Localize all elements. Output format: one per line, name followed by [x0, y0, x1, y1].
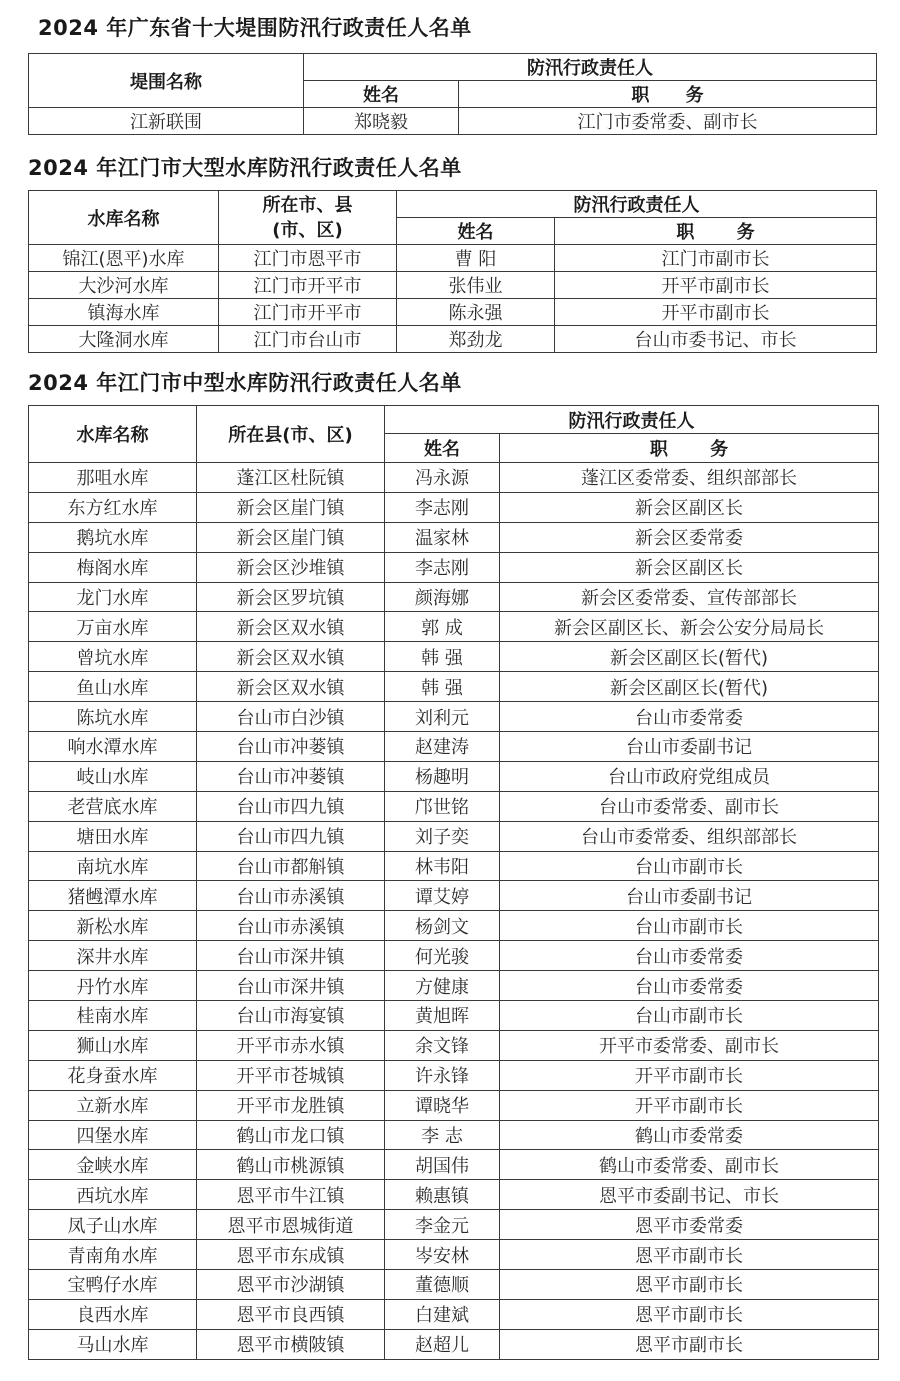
reservoir-name-cell: 鹅坑水库 [29, 522, 197, 552]
reservoir-name-cell: 东方红水库 [29, 492, 197, 522]
person-name-cell: 杨剑文 [385, 911, 500, 941]
table-row [29, 941, 879, 971]
table-row [29, 851, 879, 881]
table-row [29, 702, 879, 732]
header-reservoir-name: 水库名称 [29, 406, 197, 463]
reservoir-name-cell: 那咀水库 [29, 463, 197, 493]
reservoir-name-cell: 宝鸭仔水库 [29, 1270, 197, 1300]
position-cell: 恩平市副市长 [500, 1329, 879, 1359]
position-cell: 蓬江区委常委、组织部部长 [500, 463, 879, 493]
table-row [29, 1270, 879, 1300]
table-row [29, 761, 879, 791]
position-cell: 台山市委常委、组织部部长 [500, 821, 879, 851]
location-cell: 鹤山市桃源镇 [197, 1150, 385, 1180]
header-location: 所在市、县(市、区) [219, 191, 397, 245]
position-cell: 开平市委常委、副市长 [500, 1030, 879, 1060]
person-name-cell: 岑安林 [385, 1240, 500, 1270]
location-cell: 开平市苍城镇 [197, 1060, 385, 1090]
location-cell: 恩平市沙湖镇 [197, 1270, 385, 1300]
table-row [29, 732, 879, 762]
levee-list-title: 2024 年广东省十大堤围防汛行政责任人名单 [38, 16, 472, 40]
levee-table [28, 53, 877, 135]
table-row [29, 791, 879, 821]
position-cell: 恩平市副市长 [500, 1240, 879, 1270]
table-row [29, 881, 879, 911]
reservoir-name-cell: 老营底水库 [29, 791, 197, 821]
location-cell: 鹤山市龙口镇 [197, 1120, 385, 1150]
position-cell: 鹤山市委常委、副市长 [500, 1150, 879, 1180]
table-row [29, 108, 877, 135]
person-name-cell: 赵超儿 [385, 1329, 500, 1359]
table-row [29, 1299, 879, 1329]
location-cell: 台山市四九镇 [197, 821, 385, 851]
position-cell: 台山市委常委 [500, 971, 879, 1001]
table-row [29, 326, 877, 353]
position-cell: 开平市副市长 [500, 1090, 879, 1120]
location-cell: 台山市冲蒌镇 [197, 761, 385, 791]
position-cell: 新会区委常委 [500, 522, 879, 552]
reservoir-name-cell: 青南角水库 [29, 1240, 197, 1270]
table-row [29, 1180, 879, 1210]
person-name-cell: 谭晓华 [385, 1090, 500, 1120]
reservoir-name-cell: 西坑水库 [29, 1180, 197, 1210]
location-cell: 江门市开平市 [219, 272, 397, 299]
table-row [29, 1060, 879, 1090]
position-cell: 新会区副区长、新会公安分局局长 [500, 612, 879, 642]
header-location: 所在县(市、区) [197, 406, 385, 463]
person-name-cell: 李金元 [385, 1210, 500, 1240]
position-cell: 鹤山市委常委 [500, 1120, 879, 1150]
medium-reservoir-table [28, 405, 879, 1360]
medium-reservoir-list-title: 2024 年江门市中型水库防汛行政责任人名单 [28, 371, 462, 395]
person-name-cell: 温家林 [385, 522, 500, 552]
position-cell: 新会区副区长(暂代) [500, 672, 879, 702]
location-cell: 台山市白沙镇 [197, 702, 385, 732]
location-cell: 新会区双水镇 [197, 642, 385, 672]
person-name-cell: 方健康 [385, 971, 500, 1001]
location-cell: 蓬江区杜阮镇 [197, 463, 385, 493]
position-cell: 江门市副市长 [555, 245, 877, 272]
reservoir-name-cell: 新松水库 [29, 911, 197, 941]
table-row [29, 612, 879, 642]
header-person-group: 防汛行政责任人 [397, 191, 877, 218]
table-row [29, 1090, 879, 1120]
person-name-cell: 林韦阳 [385, 851, 500, 881]
location-cell: 台山市四九镇 [197, 791, 385, 821]
table-row [29, 522, 879, 552]
reservoir-name-cell: 南坑水库 [29, 851, 197, 881]
location-cell: 台山市深井镇 [197, 941, 385, 971]
reservoir-name-cell: 龙门水库 [29, 582, 197, 612]
location-cell: 新会区双水镇 [197, 672, 385, 702]
table-row [29, 1150, 879, 1180]
person-name-cell: 杨趣明 [385, 761, 500, 791]
person-name-cell: 黄旭晖 [385, 1001, 500, 1031]
header-person-name: 姓名 [385, 434, 500, 463]
table-row [29, 1329, 879, 1359]
position-cell: 开平市副市长 [500, 1060, 879, 1090]
location-cell: 新会区崖门镇 [197, 492, 385, 522]
reservoir-name-cell: 丹竹水库 [29, 971, 197, 1001]
table-row [29, 1030, 879, 1060]
position-cell: 台山市副市长 [500, 1001, 879, 1031]
table-row [29, 1001, 879, 1031]
location-cell: 恩平市良西镇 [197, 1299, 385, 1329]
large-reservoir-table [28, 190, 877, 353]
person-name-cell: 颜海娜 [385, 582, 500, 612]
reservoir-name-cell: 大隆洞水库 [29, 326, 219, 353]
position-cell: 台山市委书记、市长 [555, 326, 877, 353]
position-cell: 恩平市委副书记、市长 [500, 1180, 879, 1210]
position-cell: 开平市副市长 [555, 299, 877, 326]
header-position: 职 务 [555, 218, 877, 245]
person-name-cell: 刘利元 [385, 702, 500, 732]
levee-name-cell: 江新联围 [29, 108, 304, 135]
person-name-cell: 刘子奕 [385, 821, 500, 851]
large-reservoir-list-title: 2024 年江门市大型水库防汛行政责任人名单 [28, 156, 462, 180]
table-row [29, 642, 879, 672]
header-person-group: 防汛行政责任人 [385, 406, 879, 434]
header-person-name: 姓名 [304, 81, 459, 108]
position-cell: 台山市委常委 [500, 702, 879, 732]
position-cell: 恩平市委常委 [500, 1210, 879, 1240]
table-row [29, 1210, 879, 1240]
table-row [29, 672, 879, 702]
person-name-cell: 郑劲龙 [397, 326, 555, 353]
table-row [29, 272, 877, 299]
header-levee-name: 堤围名称 [29, 54, 304, 108]
location-cell: 台山市都斛镇 [197, 851, 385, 881]
reservoir-name-cell: 凤子山水库 [29, 1210, 197, 1240]
reservoir-name-cell: 桂南水库 [29, 1001, 197, 1031]
reservoir-name-cell: 响水潭水库 [29, 732, 197, 762]
header-reservoir-name: 水库名称 [29, 191, 219, 245]
table-row [29, 463, 879, 493]
table-row [29, 1120, 879, 1150]
person-name-cell: 张伟业 [397, 272, 555, 299]
table-row [29, 911, 879, 941]
person-name-cell: 郭 成 [385, 612, 500, 642]
location-cell: 开平市赤水镇 [197, 1030, 385, 1060]
table-row [29, 821, 879, 851]
reservoir-name-cell: 塘田水库 [29, 821, 197, 851]
person-name-cell: 李志刚 [385, 492, 500, 522]
person-name-cell: 许永锋 [385, 1060, 500, 1090]
table-row [29, 971, 879, 1001]
location-cell: 台山市冲蒌镇 [197, 732, 385, 762]
position-cell: 恩平市副市长 [500, 1299, 879, 1329]
position-cell: 台山市副市长 [500, 911, 879, 941]
reservoir-name-cell: 深井水库 [29, 941, 197, 971]
reservoir-name-cell: 曾坑水库 [29, 642, 197, 672]
reservoir-name-cell: 大沙河水库 [29, 272, 219, 299]
location-cell: 新会区罗坑镇 [197, 582, 385, 612]
reservoir-name-cell: 鱼山水库 [29, 672, 197, 702]
position-cell: 台山市委常委 [500, 941, 879, 971]
person-name-cell: 冯永源 [385, 463, 500, 493]
table-row [29, 582, 879, 612]
table-row [29, 245, 877, 272]
reservoir-name-cell: 梅阁水库 [29, 552, 197, 582]
position-cell: 台山市政府党组成员 [500, 761, 879, 791]
table-row [29, 492, 879, 522]
location-cell: 恩平市恩城街道 [197, 1210, 385, 1240]
table-row [29, 552, 879, 582]
person-name-cell: 何光骏 [385, 941, 500, 971]
reservoir-name-cell: 马山水库 [29, 1329, 197, 1359]
person-name-cell: 李 志 [385, 1120, 500, 1150]
position-cell: 新会区副区长(暂代) [500, 642, 879, 672]
location-cell: 新会区崖门镇 [197, 522, 385, 552]
header-position: 职 务 [459, 81, 877, 108]
reservoir-name-cell: 狮山水库 [29, 1030, 197, 1060]
person-name-cell: 郑晓毅 [304, 108, 459, 135]
person-name-cell: 李志刚 [385, 552, 500, 582]
location-cell: 新会区沙堆镇 [197, 552, 385, 582]
location-cell: 江门市开平市 [219, 299, 397, 326]
location-cell: 台山市深井镇 [197, 971, 385, 1001]
position-cell: 新会区副区长 [500, 552, 879, 582]
table-row [29, 1240, 879, 1270]
position-cell: 江门市委常委、副市长 [459, 108, 877, 135]
position-cell: 恩平市副市长 [500, 1270, 879, 1300]
position-cell: 新会区副区长 [500, 492, 879, 522]
table-row [29, 299, 877, 326]
location-cell: 江门市台山市 [219, 326, 397, 353]
reservoir-name-cell: 良西水库 [29, 1299, 197, 1329]
header-person-name: 姓名 [397, 218, 555, 245]
reservoir-name-cell: 立新水库 [29, 1090, 197, 1120]
location-cell: 江门市恩平市 [219, 245, 397, 272]
reservoir-name-cell: 四堡水库 [29, 1120, 197, 1150]
position-cell: 新会区委常委、宣传部部长 [500, 582, 879, 612]
person-name-cell: 赖惠镇 [385, 1180, 500, 1210]
person-name-cell: 曹 阳 [397, 245, 555, 272]
header-position: 职 务 [500, 434, 879, 463]
location-cell: 开平市龙胜镇 [197, 1090, 385, 1120]
reservoir-name-cell: 陈坑水库 [29, 702, 197, 732]
reservoir-name-cell: 镇海水库 [29, 299, 219, 326]
position-cell: 台山市委副书记 [500, 732, 879, 762]
person-name-cell: 赵建涛 [385, 732, 500, 762]
location-cell: 台山市海宴镇 [197, 1001, 385, 1031]
reservoir-name-cell: 金峡水库 [29, 1150, 197, 1180]
person-name-cell: 陈永强 [397, 299, 555, 326]
header-person-group: 防汛行政责任人 [304, 54, 877, 81]
person-name-cell: 韩 强 [385, 672, 500, 702]
person-name-cell: 谭艾婷 [385, 881, 500, 911]
person-name-cell: 胡国伟 [385, 1150, 500, 1180]
reservoir-name-cell: 锦江(恩平)水库 [29, 245, 219, 272]
person-name-cell: 白建斌 [385, 1299, 500, 1329]
reservoir-name-cell: 花身蚕水库 [29, 1060, 197, 1090]
position-cell: 开平市副市长 [555, 272, 877, 299]
position-cell: 台山市副市长 [500, 851, 879, 881]
person-name-cell: 余文锋 [385, 1030, 500, 1060]
person-name-cell: 韩 强 [385, 642, 500, 672]
position-cell: 台山市委副书记 [500, 881, 879, 911]
location-cell: 新会区双水镇 [197, 612, 385, 642]
location-cell: 台山市赤溪镇 [197, 881, 385, 911]
location-cell: 恩平市东成镇 [197, 1240, 385, 1270]
reservoir-name-cell: 岐山水库 [29, 761, 197, 791]
reservoir-name-cell: 猪乸潭水库 [29, 881, 197, 911]
person-name-cell: 邝世铭 [385, 791, 500, 821]
reservoir-name-cell: 万亩水库 [29, 612, 197, 642]
person-name-cell: 董德顺 [385, 1270, 500, 1300]
location-cell: 恩平市牛江镇 [197, 1180, 385, 1210]
position-cell: 台山市委常委、副市长 [500, 791, 879, 821]
location-cell: 恩平市横陂镇 [197, 1329, 385, 1359]
location-cell: 台山市赤溪镇 [197, 911, 385, 941]
